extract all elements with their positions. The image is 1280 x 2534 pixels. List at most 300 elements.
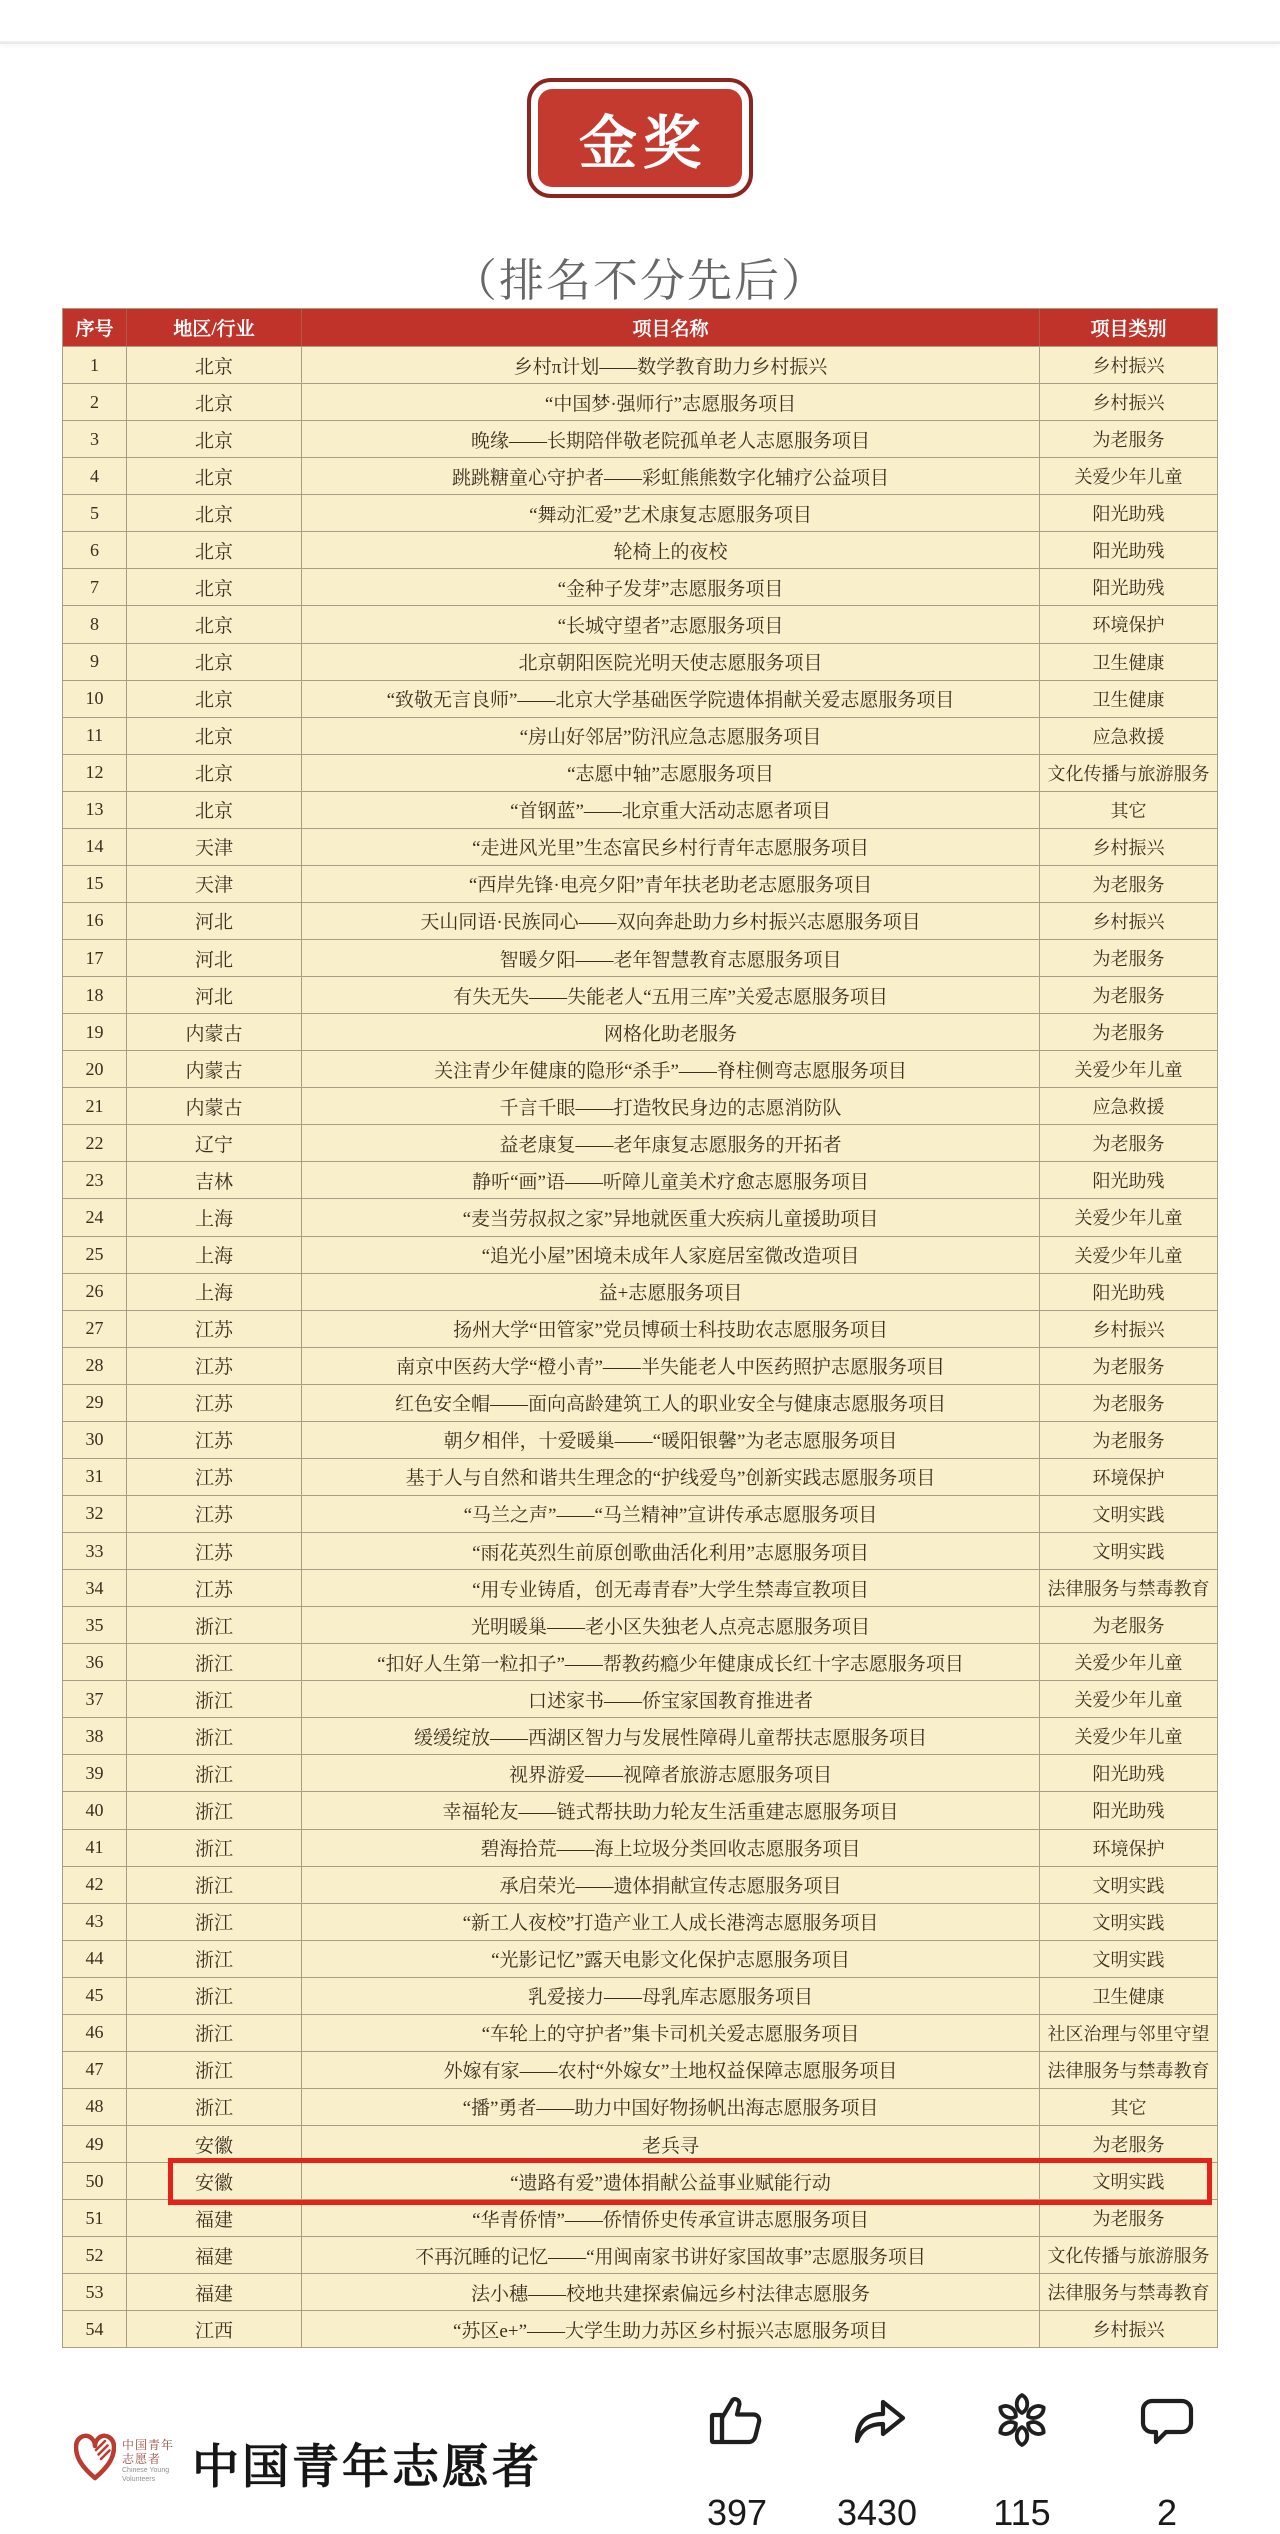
cell-region: 江苏 [127,1458,302,1495]
cell-project: “新工人夜校”打造产业工人成长港湾志愿服务项目 [302,1903,1040,1940]
table-row [63,643,1217,680]
table-row [63,2088,1217,2125]
cyv-heart-logo-icon [74,2432,116,2484]
cell-project: 碧海拾荒——海上垃圾分类回收志愿服务项目 [302,1829,1040,1866]
cell-no: 21 [63,1087,127,1124]
cell-category: 文明实践 [1040,1532,1217,1569]
cell-category: 卫生健康 [1040,643,1217,680]
cell-no: 34 [63,1569,127,1606]
table-row [63,939,1217,976]
cell-region: 浙江 [127,1940,302,1977]
cell-category: 法律服务与禁毒教育 [1040,2051,1217,2088]
cell-project: “扣好人生第一粒扣子”——帮教药瘾少年健康成长红十字志愿服务项目 [302,1643,1040,1680]
logo-caption-en-2: Volunteers [122,2476,156,2483]
cyv-logo-caption [122,2438,174,2484]
cell-project: 北京朝阳医院光明天使志愿服务项目 [302,643,1040,680]
cell-category: 关爱少年儿童 [1040,1236,1217,1273]
cell-no: 16 [63,902,127,939]
cell-no: 22 [63,1124,127,1161]
cell-region: 浙江 [127,1680,302,1717]
cell-region: 浙江 [127,1717,302,1754]
table-row [63,1791,1217,1828]
cell-category: 为老服务 [1040,1013,1217,1050]
cell-category: 为老服务 [1040,1421,1217,1458]
table-row [63,1977,1217,2014]
cell-project: “西岸先锋·电亮夕阳”青年扶老助老志愿服务项目 [302,865,1040,902]
cell-no: 35 [63,1606,127,1643]
table-row [63,494,1217,531]
comment-icon [1135,2388,1199,2452]
cell-project: 不再沉睡的记忆——“用闽南家书讲好家国故事”志愿服务项目 [302,2236,1040,2273]
cell-region: 福建 [127,2273,302,2310]
cell-category: 文明实践 [1040,1866,1217,1903]
header-no: 序号 [63,309,127,346]
cell-no: 14 [63,828,127,865]
cell-region: 上海 [127,1198,302,1235]
cell-no: 53 [63,2273,127,2310]
cell-no: 49 [63,2125,127,2162]
table-row [63,2273,1217,2310]
wow-button[interactable] [957,2388,1087,2533]
cell-no: 42 [63,1866,127,1903]
cell-category: 关爱少年儿童 [1040,1198,1217,1235]
cell-no: 10 [63,680,127,717]
table-row [63,1569,1217,1606]
cell-no: 20 [63,1050,127,1087]
cell-project: 承启荣光——遗体捐献宣传志愿服务项目 [302,1866,1040,1903]
table-row [63,605,1217,642]
cell-region: 浙江 [127,1606,302,1643]
cell-project: 外嫁有家——农村“外嫁女”土地权益保障志愿服务项目 [302,2051,1040,2088]
cell-no: 18 [63,976,127,1013]
cell-category: 关爱少年儿童 [1040,1680,1217,1717]
cell-region: 江苏 [127,1384,302,1421]
cell-no: 26 [63,1273,127,1310]
cell-region: 江苏 [127,1310,302,1347]
cell-category: 阳光助残 [1040,568,1217,605]
cell-category: 为老服务 [1040,1606,1217,1643]
table-row [63,1198,1217,1235]
cell-category: 文化传播与旅游服务 [1040,2236,1217,2273]
cell-no: 8 [63,605,127,642]
table-row [63,1829,1217,1866]
cell-no: 33 [63,1532,127,1569]
cell-no: 30 [63,1421,127,1458]
table-row [63,457,1217,494]
cell-region: 北京 [127,568,302,605]
cell-category: 关爱少年儿童 [1040,457,1217,494]
table-row [63,420,1217,457]
cell-project: 红色安全帽——面向高龄建筑工人的职业安全与健康志愿服务项目 [302,1384,1040,1421]
cell-project: “播”勇者——助力中国好物扬帆出海志愿服务项目 [302,2088,1040,2125]
cell-no: 25 [63,1236,127,1273]
cell-no: 23 [63,1161,127,1198]
cell-region: 江苏 [127,1347,302,1384]
table-row [63,2014,1217,2051]
table-row [63,531,1217,568]
cell-no: 32 [63,1495,127,1532]
cell-no: 40 [63,1791,127,1828]
cell-category: 阳光助残 [1040,1754,1217,1791]
cell-no: 36 [63,1643,127,1680]
cell-no: 7 [63,568,127,605]
table-row [63,1495,1217,1532]
cell-project: “追光小屋”困境未成年人家庭居室微改造项目 [302,1236,1040,1273]
cell-category: 为老服务 [1040,2199,1217,2236]
table-row [63,1717,1217,1754]
cell-no: 51 [63,2199,127,2236]
cell-project: 益老康复——老年康复志愿服务的开拓者 [302,1124,1040,1161]
cell-category: 为老服务 [1040,865,1217,902]
cell-region: 安徽 [127,2125,302,2162]
cell-project: “舞动汇爱”艺术康复志愿服务项目 [302,494,1040,531]
cell-region: 上海 [127,1236,302,1273]
cell-project: “车轮上的守护者”集卡司机关爱志愿服务项目 [302,2014,1040,2051]
cell-no: 6 [63,531,127,568]
cell-category: 社区治理与邻里守望 [1040,2014,1217,2051]
table-row [63,2051,1217,2088]
cell-no: 54 [63,2310,127,2347]
cell-category: 为老服务 [1040,939,1217,976]
cell-region: 浙江 [127,1977,302,2014]
cell-project: “华青侨情”——侨情侨史传承宣讲志愿服务项目 [302,2199,1040,2236]
cell-no: 43 [63,1903,127,1940]
logo-caption-cn-1: 中国青年 [122,2438,175,2452]
cell-category: 卫生健康 [1040,1977,1217,2014]
table-row [63,2199,1217,2236]
cell-project: “长城守望者”志愿服务项目 [302,605,1040,642]
table-row [63,1384,1217,1421]
thumbs-up-icon [705,2388,769,2452]
table-row [63,1347,1217,1384]
cell-no: 27 [63,1310,127,1347]
cell-project: 跳跳糖童心守护者——彩虹熊熊数字化辅疗公益项目 [302,457,1040,494]
cell-region: 天津 [127,865,302,902]
table-row [63,1087,1217,1124]
table-row [63,865,1217,902]
cell-project: 益+志愿服务项目 [302,1273,1040,1310]
cell-no: 37 [63,1680,127,1717]
cell-region: 北京 [127,680,302,717]
cell-no: 3 [63,420,127,457]
cell-project: 天山同语·民族同心——双向奔赴助力乡村振兴志愿服务项目 [302,902,1040,939]
cell-category: 关爱少年儿童 [1040,1050,1217,1087]
cell-project: 乡村π计划——数学教育助力乡村振兴 [302,346,1040,383]
cell-region: 浙江 [127,2014,302,2051]
table-row [63,1050,1217,1087]
cell-category: 文明实践 [1040,1903,1217,1940]
cell-no: 41 [63,1829,127,1866]
cell-no: 1 [63,346,127,383]
cell-no: 2 [63,383,127,420]
like-count: 397 [706,2492,768,2533]
cell-project: 关注青少年健康的隐形“杀手”——脊柱侧弯志愿服务项目 [302,1050,1040,1087]
share-button[interactable] [812,2388,942,2533]
cell-no: 15 [63,865,127,902]
cell-project: 基于人与自然和谐共生理念的“护线爱鸟”创新实践志愿服务项目 [302,1458,1040,1495]
table-row [63,1532,1217,1569]
cell-region: 辽宁 [127,1124,302,1161]
cell-no: 19 [63,1013,127,1050]
table-row [63,976,1217,1013]
cell-region: 内蒙古 [127,1013,302,1050]
share-count: 3430 [836,2492,918,2533]
cell-category: 文明实践 [1040,1940,1217,1977]
cell-region: 浙江 [127,1791,302,1828]
cell-no: 5 [63,494,127,531]
cell-region: 浙江 [127,1829,302,1866]
cell-no: 4 [63,457,127,494]
cell-no: 29 [63,1384,127,1421]
cell-category: 卫生健康 [1040,680,1217,717]
cell-category: 乡村振兴 [1040,902,1217,939]
table-row [63,1754,1217,1791]
cell-region: 江苏 [127,1495,302,1532]
cell-no: 39 [63,1754,127,1791]
cell-region: 内蒙古 [127,1050,302,1087]
cell-region: 浙江 [127,1754,302,1791]
cell-region: 北京 [127,531,302,568]
table-row [63,1940,1217,1977]
cell-category: 阳光助残 [1040,494,1217,531]
cell-category: 法律服务与禁毒教育 [1040,2273,1217,2310]
cell-project: 缓缓绽放——西湖区智力与发展性障碍儿童帮扶志愿服务项目 [302,1717,1040,1754]
table-row [63,1458,1217,1495]
cell-category: 应急救援 [1040,1087,1217,1124]
cell-project: 扬州大学“田管家”党员博硕士科技助农志愿服务项目 [302,1310,1040,1347]
table-row [63,383,1217,420]
cell-no: 31 [63,1458,127,1495]
table-row [63,1310,1217,1347]
cell-project: 视界游爱——视障者旅游志愿服务项目 [302,1754,1040,1791]
cell-no: 17 [63,939,127,976]
table-row [63,754,1217,791]
cell-region: 北京 [127,420,302,457]
table-row [63,1124,1217,1161]
cell-no: 45 [63,1977,127,2014]
cell-category: 乡村振兴 [1040,828,1217,865]
cell-region: 北京 [127,383,302,420]
cell-region: 江苏 [127,1569,302,1606]
cell-region: 浙江 [127,2051,302,2088]
cell-region: 浙江 [127,1643,302,1680]
cell-region: 福建 [127,2236,302,2273]
cell-project: 老兵寻 [302,2125,1040,2162]
cell-project: 乳爱接力——母乳库志愿服务项目 [302,1977,1040,2014]
cell-region: 河北 [127,976,302,1013]
cell-project: “房山好邻居”防汛应急志愿服务项目 [302,717,1040,754]
share-icon [845,2388,909,2452]
cell-project: “志愿中轴”志愿服务项目 [302,754,1040,791]
cell-category: 法律服务与禁毒教育 [1040,1569,1217,1606]
cell-category: 关爱少年儿童 [1040,1717,1217,1754]
cell-category: 文明实践 [1040,2162,1217,2199]
cell-project: “走进风光里”生态富民乡村行青年志愿服务项目 [302,828,1040,865]
table-row [63,2310,1217,2347]
cell-project: 有失无失——失能老人“五用三库”关爱志愿服务项目 [302,976,1040,1013]
cell-project: 网格化助老服务 [302,1013,1040,1050]
wow-flower-icon [990,2388,1054,2452]
cell-category: 为老服务 [1040,1124,1217,1161]
cell-project: “中国梦·强师行”志愿服务项目 [302,383,1040,420]
cell-region: 福建 [127,2199,302,2236]
cell-category: 为老服务 [1040,1384,1217,1421]
award-table [62,308,1218,2348]
table-row [63,1013,1217,1050]
cell-region: 江西 [127,2310,302,2347]
cell-no: 11 [63,717,127,754]
table-row [63,1680,1217,1717]
logo-caption-en-1: Chinese Young [122,2467,170,2474]
cell-project: “金种子发芽”志愿服务项目 [302,568,1040,605]
cell-category: 乡村振兴 [1040,1310,1217,1347]
cell-region: 江苏 [127,1421,302,1458]
wow-count: 115 [993,2492,1051,2533]
table-row [63,1161,1217,1198]
table-row [63,680,1217,717]
cell-region: 北京 [127,717,302,754]
table-row [63,1236,1217,1273]
cell-project: “遗路有爱”遗体捐献公益事业赋能行动 [302,2162,1040,2199]
table-row [63,791,1217,828]
logo-caption-cn-2: 志愿者 [122,2452,162,2466]
cell-category: 为老服务 [1040,1347,1217,1384]
cell-project: “麦当劳叔叔之家”异地就医重大疾病儿童援助项目 [302,1198,1040,1235]
cell-region: 北京 [127,643,302,680]
cell-category: 阳光助残 [1040,1791,1217,1828]
table-row [63,1421,1217,1458]
table-row [63,902,1217,939]
like-button[interactable] [672,2388,802,2533]
cell-category: 阳光助残 [1040,1273,1217,1310]
cell-project: 晚缘——长期陪伴敬老院孤单老人志愿服务项目 [302,420,1040,457]
cell-project: 光明暖巢——老小区失独老人点亮志愿服务项目 [302,1606,1040,1643]
header-category: 项目类别 [1090,319,1167,340]
cell-no: 12 [63,754,127,791]
cell-region: 北京 [127,754,302,791]
cell-project: 朝夕相伴，十爱暖巢——“暖阳银馨”为老志愿服务项目 [302,1421,1040,1458]
cell-region: 浙江 [127,2088,302,2125]
table-row [63,1866,1217,1903]
cell-category: 文明实践 [1040,1495,1217,1532]
cell-category: 关爱少年儿童 [1040,1643,1217,1680]
cell-project: 南京中医药大学“橙小青”——半失能老人中医药照护志愿服务项目 [302,1347,1040,1384]
table-row [63,346,1217,383]
cell-region: 江苏 [127,1532,302,1569]
cell-region: 河北 [127,939,302,976]
cell-project: “马兰之声”——“马兰精神”宣讲传承志愿服务项目 [302,1495,1040,1532]
table-row [63,2236,1217,2273]
cell-category: 为老服务 [1040,976,1217,1013]
ranking-note: （排名不分先后） [451,255,828,306]
cell-project: 静听“画”语——听障儿童美术疗愈志愿服务项目 [302,1161,1040,1198]
cell-category: 文化传播与旅游服务 [1040,754,1217,791]
table-body [63,346,1217,2347]
header-project: 项目名称 [302,309,1040,346]
cell-region: 内蒙古 [127,1087,302,1124]
table-row [63,1903,1217,1940]
cell-category: 乡村振兴 [1040,2310,1217,2347]
cell-category: 环境保护 [1040,1458,1217,1495]
cell-category: 其它 [1040,791,1217,828]
table-row [63,2162,1217,2199]
cell-category: 其它 [1040,2088,1217,2125]
cell-project: 幸福轮友——链式帮扶助力轮友生活重建志愿服务项目 [302,1791,1040,1828]
cell-category: 环境保护 [1040,1829,1217,1866]
cell-project: “光影记忆”露天电影文化保护志愿服务项目 [302,1940,1040,1977]
table-row [63,1273,1217,1310]
cell-category: 为老服务 [1040,420,1217,457]
cell-region: 上海 [127,1273,302,1310]
cell-region: 北京 [127,346,302,383]
cell-project: “致敬无言良师”——北京大学基础医学院遗体捐献关爱志愿服务项目 [302,680,1040,717]
cell-category: 乡村振兴 [1040,346,1217,383]
cell-region: 北京 [127,791,302,828]
cell-region: 浙江 [127,1866,302,1903]
cell-project: 智暖夕阳——老年智慧教育志愿服务项目 [302,939,1040,976]
cell-project: “雨花英烈生前原创歌曲活化利用”志愿服务项目 [302,1532,1040,1569]
table-row [63,828,1217,865]
table-row [63,1606,1217,1643]
cell-project: 法小穗——校地共建探索偏远乡村法律志愿服务 [302,2273,1040,2310]
cell-no: 50 [63,2162,127,2199]
gold-award-badge-label: 金奖 [538,89,742,187]
cell-project: “苏区e+”——大学生助力苏区乡村振兴志愿服务项目 [302,2310,1040,2347]
cell-category: 阳光助残 [1040,531,1217,568]
header-region: 地区/行业 [127,309,302,346]
cell-no: 48 [63,2088,127,2125]
cell-no: 47 [63,2051,127,2088]
cell-no: 28 [63,1347,127,1384]
cell-no: 46 [63,2014,127,2051]
cell-category: 环境保护 [1040,605,1217,642]
cell-region: 浙江 [127,1903,302,1940]
table-row [63,568,1217,605]
cell-region: 河北 [127,902,302,939]
cell-project: 口述家书——侨宝家国教育推进者 [302,1680,1040,1717]
cell-region: 吉林 [127,1161,302,1198]
cell-project: 千言千眼——打造牧民身边的志愿消防队 [302,1087,1040,1124]
cell-project: “首钢蓝”——北京重大活动志愿者项目 [302,791,1040,828]
cell-category: 乡村振兴 [1040,383,1217,420]
table-header-row [63,309,1217,346]
table-row [63,2125,1217,2162]
cell-no: 44 [63,1940,127,1977]
table-row [63,717,1217,754]
cell-region: 安徽 [127,2162,302,2199]
account-name[interactable]: 中国青年志愿者 [192,2440,542,2493]
cell-category: 应急救援 [1040,717,1217,754]
cell-project: 轮椅上的夜校 [302,531,1040,568]
cell-no: 13 [63,791,127,828]
cell-project: “用专业铸盾，创无毒青春”大学生禁毒宣教项目 [302,1569,1040,1606]
comment-count: 2 [1156,2492,1178,2533]
cell-region: 北京 [127,494,302,531]
cell-category: 为老服务 [1040,2125,1217,2162]
table-row [63,1643,1217,1680]
cell-no: 38 [63,1717,127,1754]
cell-region: 天津 [127,828,302,865]
comment-button[interactable] [1102,2388,1232,2533]
gold-award-badge [527,78,753,198]
cell-category: 阳光助残 [1040,1161,1217,1198]
top-divider [0,41,1280,44]
cell-region: 北京 [127,605,302,642]
cell-no: 24 [63,1198,127,1235]
cell-region: 北京 [127,457,302,494]
cell-no: 9 [63,643,127,680]
cell-no: 52 [63,2236,127,2273]
